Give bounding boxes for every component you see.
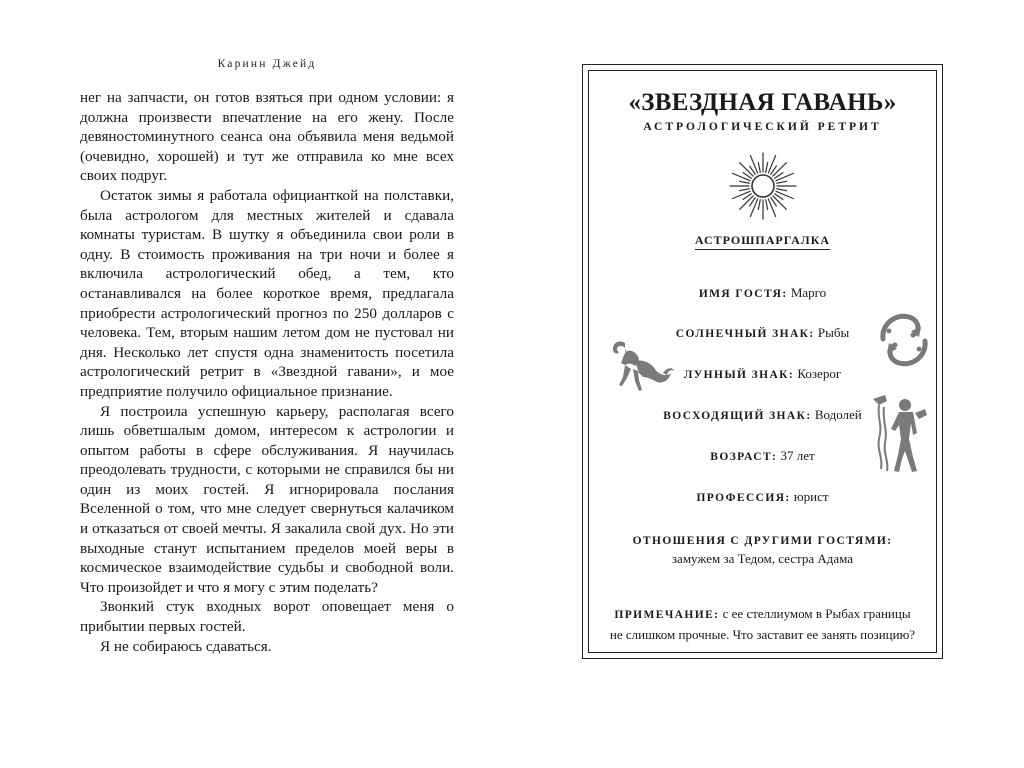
field-value: Водолей [814, 407, 862, 422]
sun-ray [739, 196, 752, 209]
field-profession [589, 489, 936, 505]
sun-ray [772, 163, 785, 176]
sun-ray [739, 181, 749, 183]
sun-ray [765, 162, 767, 172]
aquarius-icon [871, 395, 931, 475]
sun-ray [750, 199, 757, 217]
field-guest-name [589, 285, 936, 301]
sun-icon [589, 151, 936, 221]
paragraph: Остаток зимы я работала официанткой на полставки, была астрологом для местных жителей и сдавала комнаты туристам. В шутку я объединила свои роли в одну. В стоимость проживания на три ночи и более я включила астрологический обед, а тем, кто останавливался на более короткое время, предлагала приобрести астрологический прогноз по 250 долларов с человека. Тем, вторым нашим летом дом не пустовал ни дня. Несколько лет спустя одна знаменитость посетила астрологический ретрит в «Звездной гавани», и мое предприятие получило официальное признание. [80, 186, 454, 400]
sun-ray [776, 181, 786, 183]
sun-ray [776, 189, 786, 191]
sun-ray [758, 200, 760, 210]
field-label: ВОЗРАСТ: [710, 451, 778, 463]
field-label: СОЛНЕЧНЫЙ ЗНАК: [675, 328, 815, 340]
body-text [80, 88, 454, 656]
field-value: Рыбы [817, 325, 850, 340]
note-text: с ее стеллиумом в Рыбах границы не слишком прочные. Что заставит ее занять позицию? [609, 606, 916, 642]
card-title: «ЗВЕЗДНАЯ ГАВАНЬ» [628, 89, 897, 116]
paragraph: Звонкий стук входных ворот оповещает меня о прибытии первых гостей. [80, 598, 454, 636]
sun-ray [772, 196, 785, 209]
field-value: юрист [793, 489, 829, 504]
pisces-icon [875, 309, 933, 371]
sun-ray [775, 191, 793, 198]
section-title: АСТРОШПАРГАЛКА [589, 233, 936, 248]
sun-ray [768, 156, 775, 174]
sun-ray [739, 163, 752, 176]
running-head: Каринн Джейд [217, 58, 317, 70]
card-note [607, 604, 918, 644]
field-label: ВОСХОДЯЩИЙ ЗНАК: [663, 410, 812, 422]
field-label: ЛУННЫЙ ЗНАК: [683, 369, 795, 381]
sun-ray [732, 191, 750, 198]
paragraph: Я построила успешную карьеру, располагая всего лишь обветшалым домом, интересом к астрологии и опытом работы в сфере обслуживания. Я научилась преодолевать трудности, с которыми не справился бы ни один из моих гостей. Я игнорировала послания Вселенной о том, что мне следует свернуться калачиком и отказаться от своей мечты. Я закалила свой дух. Но эти выходные станут испытанием пределов моей веры в космическое взаимодействие судьбы и свободной воли. Что произойдет и что я могу с этим поделать? [80, 402, 454, 596]
card-subtitle: АСТРОЛОГИЧЕСКИЙ РЕТРИТ [643, 121, 882, 133]
sun-ray [732, 173, 750, 180]
sun-ray [768, 199, 775, 217]
field-label: ИМЯ ГОСТЯ: [698, 288, 788, 300]
note-label: ПРИМЕЧАНИЕ: [614, 609, 720, 621]
field-value: Марго [790, 285, 827, 300]
sun-ray [758, 162, 760, 172]
sun-ray [750, 156, 757, 174]
sun-ray [739, 189, 749, 191]
card-inner-frame [588, 70, 937, 653]
field-label: ОТНОШЕНИЯ С ДРУГИМИ ГОСТЯМИ: [632, 535, 893, 547]
paragraph: нег на запчасти, он готов взяться при одном условии: я должна произвести впечатление на его жену. После девяностоминутного сеанса она объявила меня ведьмой (очевидно, хорошей) и тут же отправила ко мне всех своих подруг. [80, 89, 454, 185]
field-value: 37 лет [780, 448, 815, 463]
field-relations [589, 531, 936, 568]
field-value: замужем за Тедом, сестра Адама [671, 551, 854, 566]
sun-ray [765, 200, 767, 210]
sun-ray [775, 173, 793, 180]
field-value: Козерог [797, 366, 842, 381]
capricorn-icon [605, 333, 675, 397]
field-label: ПРОФЕССИЯ: [696, 492, 791, 504]
paragraph: Я не собираюсь сдаваться. [100, 637, 272, 655]
guest-card [582, 64, 943, 659]
